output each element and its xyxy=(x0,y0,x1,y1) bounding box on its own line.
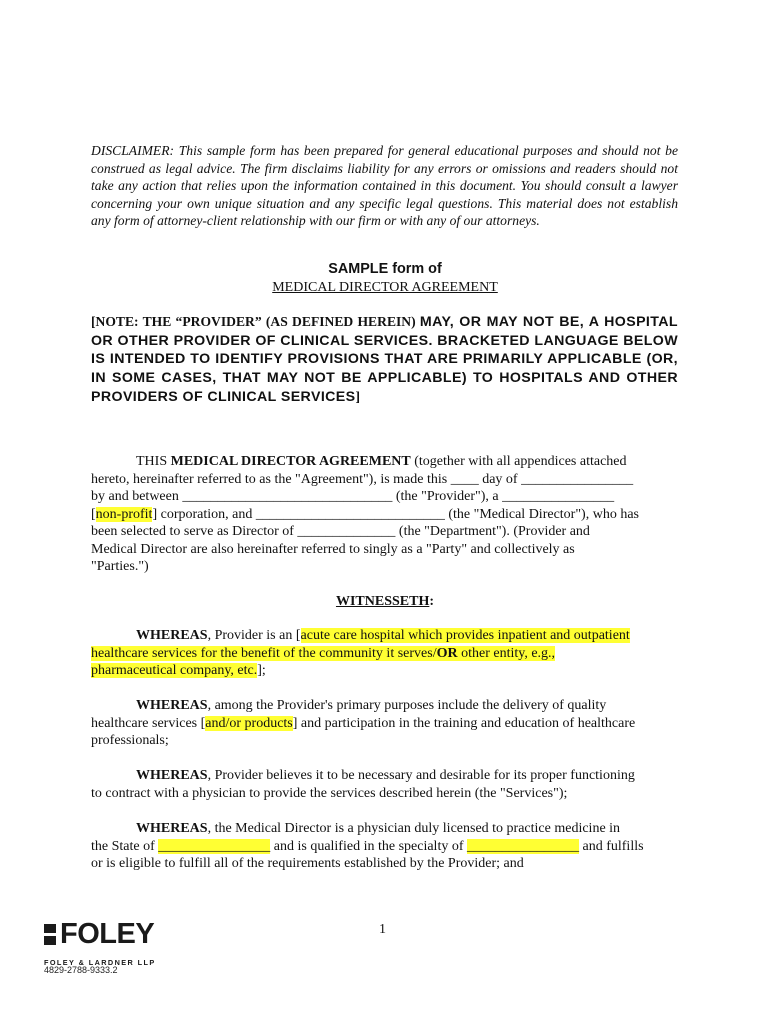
highlighted-text: other entity, e.g., xyxy=(457,645,556,661)
bracket: [ xyxy=(91,506,96,522)
whereas-1-line-2 xyxy=(91,645,678,663)
document-title: MEDICAL DIRECTOR AGREEMENT xyxy=(272,280,498,295)
whereas-4 xyxy=(91,820,678,873)
disclaimer-text: DISCLAIMER: This sample form has been prepared for general educational purposes and should not be construed as legal advice. The firm disclaims liability for any errors or omissions and readers should not take any action that relies upon the information contained in this document. You should consult a lawyer concerning your own unique situation and any specific legal questions. This material does not establish any form of attorney-client relationship with our firm or with any of our attorneys. xyxy=(91,143,678,228)
provider-note xyxy=(91,313,678,407)
whereas-2-line-2 xyxy=(91,715,678,733)
logo-mark-bar xyxy=(44,936,56,945)
intro-line-6: Medical Director are also hereinafter referred to singly as a "Party" and collectively as xyxy=(91,541,575,557)
agreement-name: MEDICAL DIRECTOR AGREEMENT xyxy=(170,454,411,469)
logo-wordmark: FOLEY xyxy=(60,918,155,950)
whereas-3 xyxy=(91,767,678,802)
whereas-label: WHEREAS xyxy=(136,768,208,783)
intro-text: THIS xyxy=(136,454,171,469)
whereas-text: , among the Provider's primary purposes include the delivery of quality xyxy=(207,698,607,713)
whereas-label: WHEREAS xyxy=(136,821,208,836)
highlighted-text: pharmaceutical company, etc. xyxy=(91,663,258,678)
whereas-3-line-1 xyxy=(91,767,678,785)
whereas-text: , Provider believes it to be necessary and desirable for its proper functioning xyxy=(207,768,635,783)
whereas-1-line-1 xyxy=(91,627,678,645)
whereas-text: healthcare services [ xyxy=(91,715,206,731)
whereas-4-line-2 xyxy=(91,838,678,856)
logo-mark-bar xyxy=(44,924,56,933)
intro-line-3: by and between ______________________________ (the "Provider"), a ________________ xyxy=(91,489,615,504)
intro-line-1 xyxy=(91,453,678,471)
whereas-text: ]; xyxy=(257,663,266,678)
whereas-text: , the Medical Director is a physician duly licensed to practice medicine in xyxy=(207,821,621,836)
whereas-2 xyxy=(91,697,678,750)
whereas-text: and fulfills xyxy=(579,838,644,854)
note-prefix: [NOTE: THE “PROVIDER” (AS DEFINED HEREIN) xyxy=(91,314,420,329)
highlighted-or: OR xyxy=(436,645,458,661)
state-blank: ________________ xyxy=(158,838,271,854)
whereas-text: the State of xyxy=(91,838,159,854)
intro-line-4 xyxy=(91,506,678,524)
witnesseth-heading xyxy=(0,594,770,610)
whereas-2-line-3: professionals; xyxy=(91,733,169,748)
highlighted-text: and/or products xyxy=(205,715,293,731)
whereas-text: and is qualified in the specialty of xyxy=(270,838,467,854)
witnesseth-colon: : xyxy=(429,594,435,609)
whereas-4-line-3: or is eligible to fulfill all of the requirements established by the Provider; and xyxy=(91,856,524,871)
whereas-1 xyxy=(91,627,678,680)
note-close: ] xyxy=(355,388,361,404)
witnesseth-text: WITNESSETH xyxy=(335,594,430,609)
whereas-label: WHEREAS xyxy=(136,698,208,713)
highlighted-text: healthcare services for the benefit of the community it serves/ xyxy=(91,645,437,661)
whereas-4-line-1 xyxy=(91,820,678,838)
whereas-text: ] and participation in the training and education of healthcare xyxy=(292,715,636,731)
note-body: MAY, OR MAY NOT BE, A HOSPITAL OR OTHER PROVIDER OF CLINICAL SERVICES. BRACKETED LANGUAGE BELOW IS INTENDED TO IDENTIFY PROVISIONS THAT ARE PRIMARILY APPLICABLE (OR, IN SOME CASES, THAT MAY NOT BE APPLICABLE) TO HOSPITALS AND OTHER PROVIDERS OF CLINICAL SERVICES xyxy=(91,314,678,405)
intro-text: (together with all appendices attached xyxy=(410,454,627,469)
intro-paragraph xyxy=(91,453,678,576)
highlighted-text: acute care hospital which provides inpatient and outpatient xyxy=(300,628,630,643)
whereas-3-line-2: to contract with a physician to provide the services described herein (the "Services"); xyxy=(91,785,568,801)
highlighted-text: non-profit xyxy=(95,506,153,522)
whereas-1-line-3 xyxy=(91,662,678,680)
title-line-1: SAMPLE form of xyxy=(328,261,442,277)
document-id: 4829-2788-9333.2 xyxy=(44,965,118,975)
intro-line-5: been selected to serve as Director of ______________ (the "Department"). (Provider and xyxy=(91,524,590,539)
page-number: 1 xyxy=(379,922,386,937)
whereas-text: , Provider is an [ xyxy=(207,628,301,643)
intro-line-2: hereto, hereinafter referred to as the "Agreement"), is made this ____ day of ________________ xyxy=(91,471,634,487)
firm-name: FOLEY & LARDNER LLP xyxy=(44,958,156,967)
whereas-2-line-1 xyxy=(91,697,678,715)
whereas-label: WHEREAS xyxy=(136,628,208,643)
specialty-blank: ________________ xyxy=(467,838,579,854)
intro-text: ] corporation, and ___________________________ (the "Medical Director"), who has xyxy=(152,506,639,522)
intro-line-7: "Parties.") xyxy=(91,559,149,574)
